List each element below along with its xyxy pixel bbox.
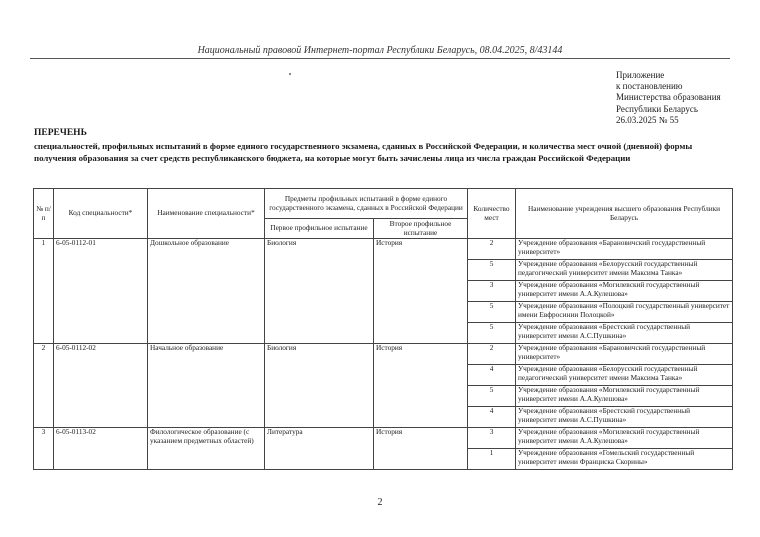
first-test: Биология [265, 344, 374, 428]
header-name: Наименование специальности* [148, 189, 265, 239]
header-subjects: Предметы профильных испытаний в форме единого государственного экзамена, сданных в Российской Федерации [265, 189, 468, 219]
document-subtitle: специальностей, профильных испытаний в форме единого государственного экзамена, сданных в Российской Федерации, и количества мест очной (дневной) формы получения образования за счет средств республиканского бюджета, на которые могут быть зачислены лица из числа граждан Российской Федерации [34, 141, 693, 163]
places-count: 1 [468, 449, 516, 470]
row-num: 1 [34, 239, 54, 344]
second-test: История [374, 344, 468, 428]
specialty-code: 6-05-0112-01 [54, 239, 148, 344]
specialty-code: 6-05-0113-02 [54, 428, 148, 470]
header-num: № п/п [34, 189, 54, 239]
header-second-test: Второе профильное испытание [374, 219, 468, 239]
appendix-block [616, 70, 721, 126]
institution-name: Учреждение образования «Барановичский государственный университет» [516, 239, 733, 260]
institution-name: Учреждение образования «Брестский государственный университет имени А.С.Пушкина» [516, 323, 733, 344]
specialties-table [33, 188, 733, 470]
header-first-test: Первое профильное испытание [265, 219, 374, 239]
appendix-line: Приложение [616, 70, 665, 80]
header-institution: Наименование учреждения высшего образования Республики Беларусь [516, 189, 733, 239]
header-code: Код специальности* [54, 189, 148, 239]
first-test: Литература [265, 428, 374, 470]
places-count: 5 [468, 302, 516, 323]
institution-name: Учреждение образования «Могилевский государственный университет имени А.А.Кулешова» [516, 386, 733, 407]
institution-name: Учреждение образования «Брестский государственный университет имени А.С.Пушкина» [516, 407, 733, 428]
places-count: 5 [468, 386, 516, 407]
places-count: 4 [468, 365, 516, 386]
institution-name: Учреждение образования «Полоцкий государственный университет имени Евфросинии Полоцкой» [516, 302, 733, 323]
appendix-line: Республики Беларусь [616, 103, 699, 114]
places-count: 2 [468, 239, 516, 260]
appendix-line: 26.03.2025 № 55 [616, 114, 679, 125]
appendix-line: Министерства образования [616, 92, 721, 103]
places-count: 5 [468, 323, 516, 344]
specialty-code: 6-05-0112-02 [54, 344, 148, 428]
places-count: 2 [468, 344, 516, 365]
portal-header: Национальный правовой Интернет-портал Республики Беларусь, 08.04.2025, 8/43144 [197, 45, 563, 56]
header-divider [30, 58, 730, 59]
places-count: 3 [468, 428, 516, 449]
specialty-name: Дошкольное образование [148, 239, 265, 344]
scan-speck [289, 73, 291, 75]
table-row [34, 344, 733, 365]
document-title: ПЕРЕЧЕНЬ [34, 128, 87, 138]
row-num: 3 [34, 428, 54, 470]
row-num: 2 [34, 344, 54, 428]
second-test: История [374, 428, 468, 470]
page-number: 2 [377, 497, 383, 508]
second-test: История [374, 239, 468, 344]
appendix-line: к постановлению [616, 81, 683, 92]
institution-name: Учреждение образования «Могилевский государственный университет имени А.А.Кулешова» [516, 281, 733, 302]
institution-name: Учреждение образования «Могилевский государственный университет имени А.А.Кулешова» [516, 428, 733, 449]
places-count: 4 [468, 407, 516, 428]
places-count: 5 [468, 260, 516, 281]
header-places: Количество мест [468, 189, 516, 239]
table-row [34, 428, 733, 449]
specialty-name: Филологическое образование (с указанием предметных областей) [148, 428, 265, 470]
specialty-name: Начальное образование [148, 344, 265, 428]
first-test: Биология [265, 239, 374, 344]
table-row [34, 239, 733, 260]
institution-name: Учреждение образования «Белорусский государственный педагогический университет имени Максима Танка» [516, 365, 733, 386]
places-count: 3 [468, 281, 516, 302]
institution-name: Учреждение образования «Белорусский государственный педагогический университет имени Максима Танка» [516, 260, 733, 281]
institution-name: Учреждение образования «Гомельский государственный университет имени Франциска Скорины» [516, 449, 733, 470]
institution-name: Учреждение образования «Барановичский государственный университет» [516, 344, 733, 365]
